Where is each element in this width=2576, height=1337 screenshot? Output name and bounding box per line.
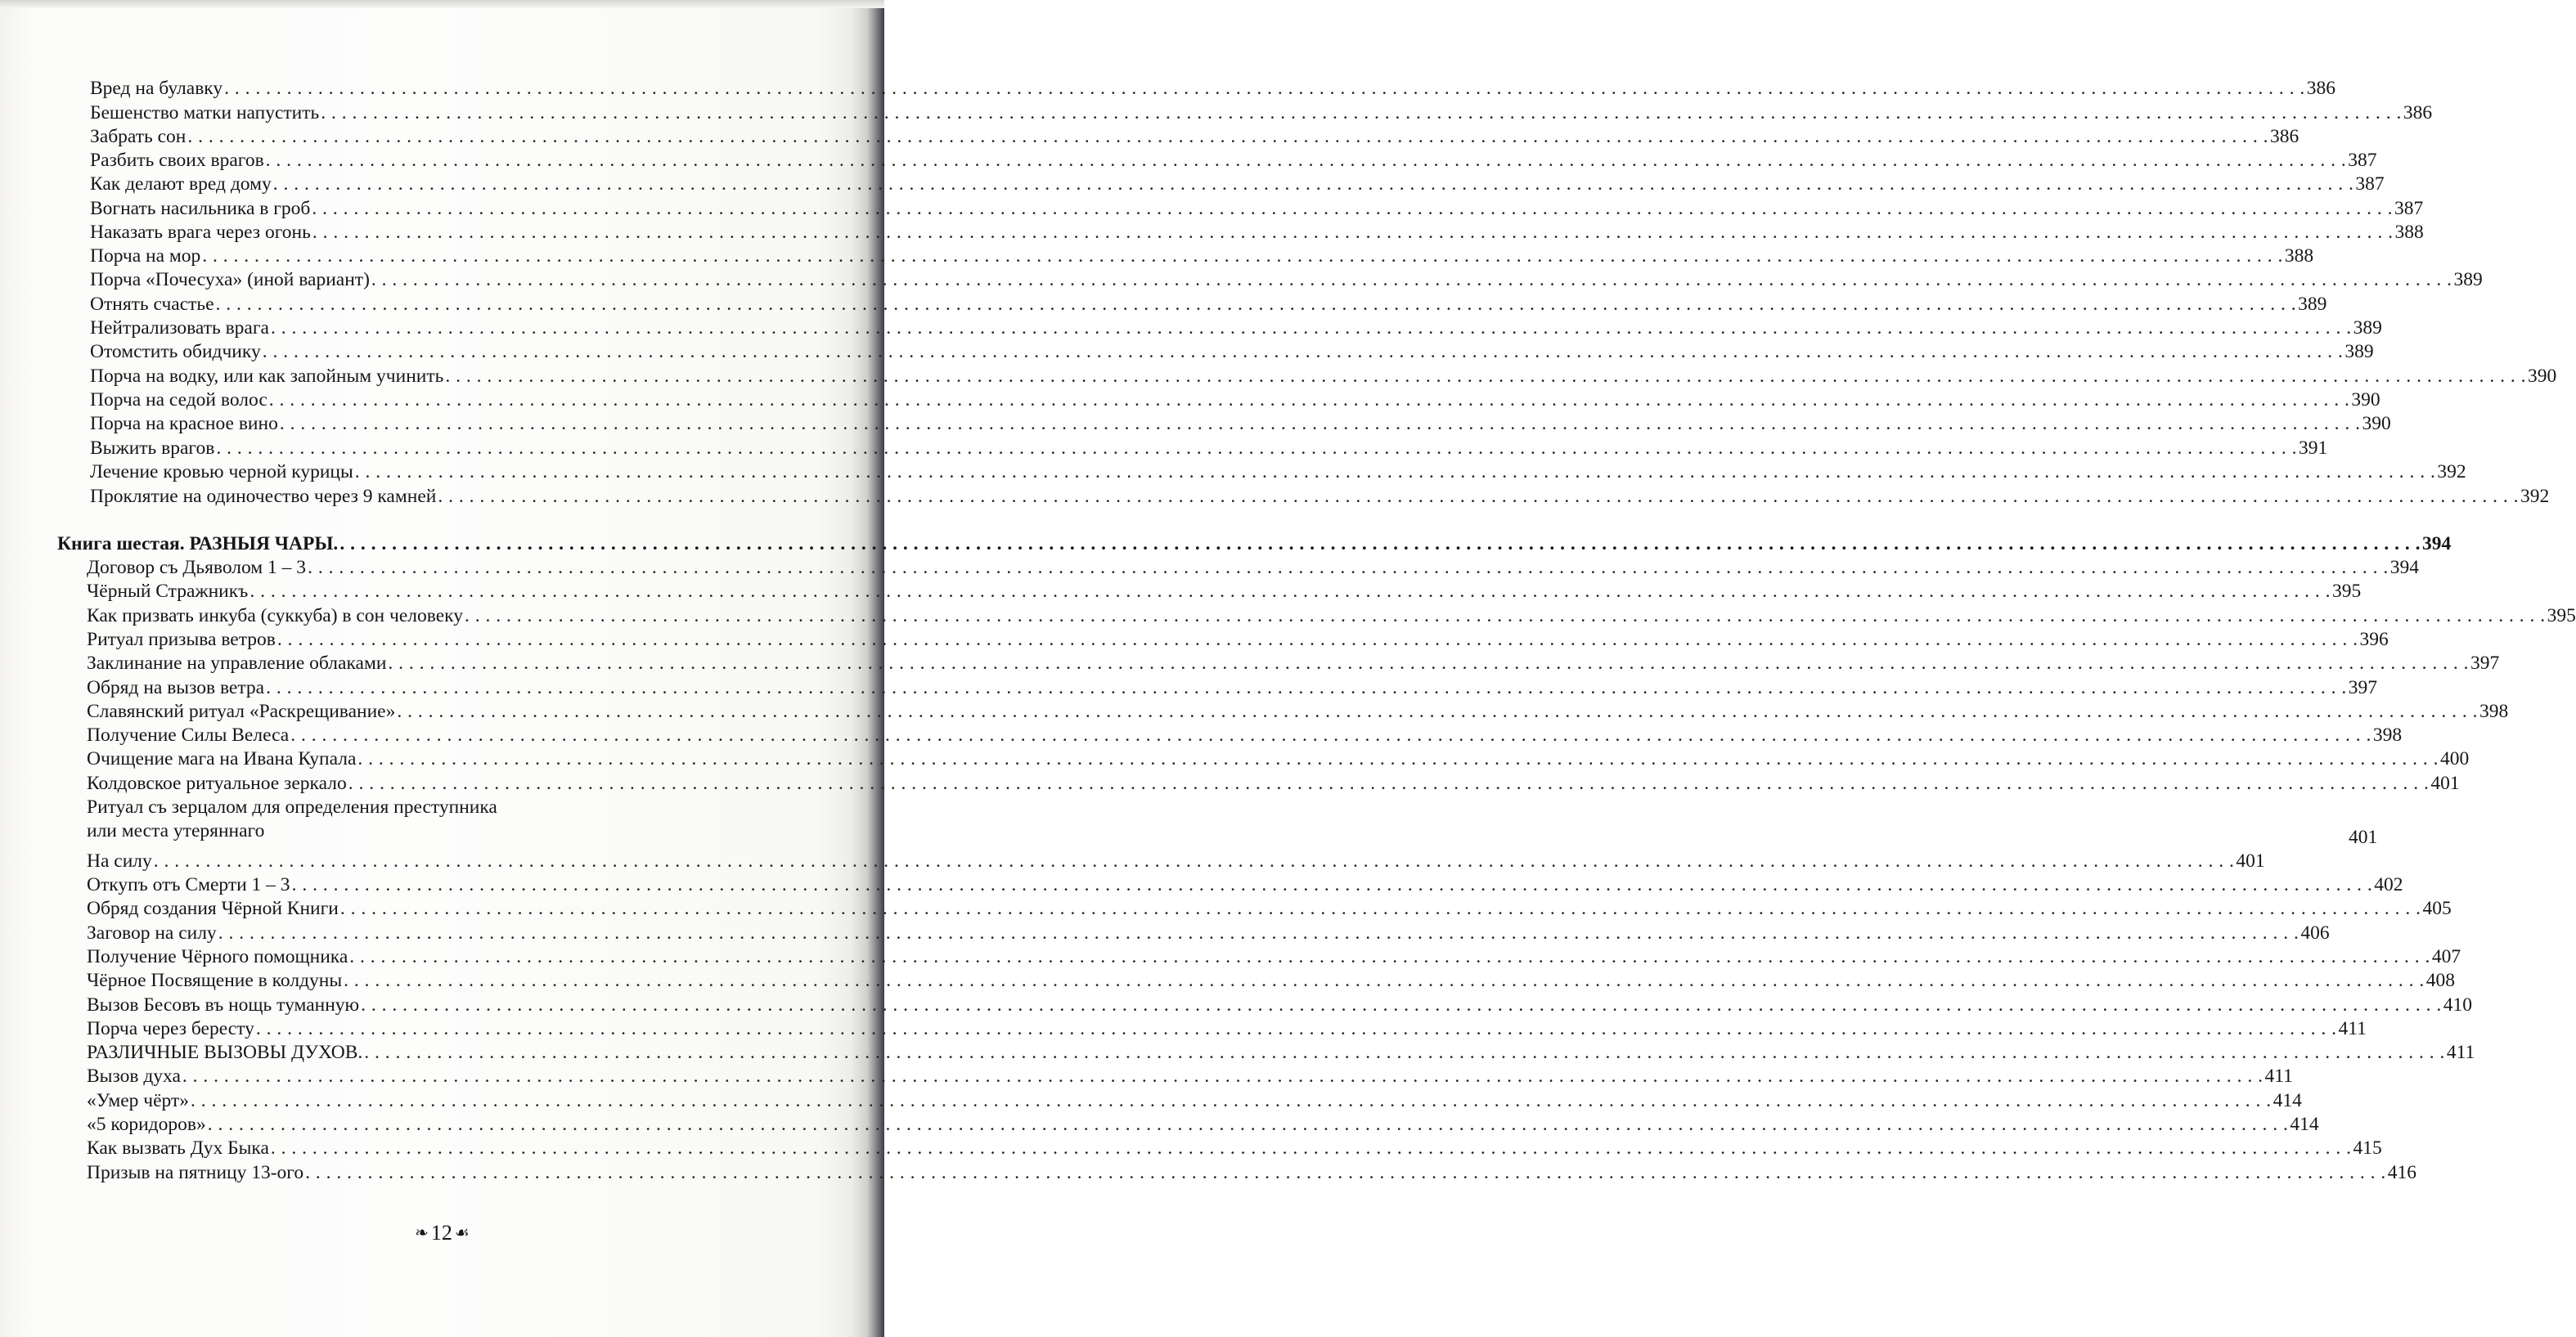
page-footer bbox=[0, 1218, 884, 1246]
toc-entry-page: 411 bbox=[2338, 1018, 2367, 1039]
toc-entry-title: Выжить врагов bbox=[90, 437, 215, 459]
toc-entry bbox=[90, 172, 2385, 196]
dot-leader: . . . . . . . . . . . . . . . . . . . . . . . . . . . . . . . . . . . . . . . . . . . . . . . . . . . . . . . . . . . . . . . . . . . . . . . . . . . . . . . . . . . . . . . . . . . . . . . . . . . . . . . . . . . . . . . . . . . . . . . . . . . . . . . . . . . . . . . . . . . . . . . . . . . . . . . . . . . . . . . . . . . . . . . . . . . . . . . . . . . . . . . . . . . . . . . . . . . . . . . . bbox=[190, 1090, 2272, 1111]
toc-entry-title: Обряд создания Чёрной Книги bbox=[87, 898, 339, 919]
dot-leader: . . . . . . . . . . . . . . . . . . . . . . . . . . . . . . . . . . . . . . . . . . . . . . . . . . . . . . . . . . . . . . . . . . . . . . . . . . . . . . . . . . . . . . . . . . . . . . . . . . . . . . . . . . . . . . . . . . . . . . . . . . . . . . . . . . . . . . . . . . . . . . . . . . . . . . . . . . . . . . . . . . . . . . . . . . . . . . . . . . . . . . . . . . . . . . . . . . . . . . . . bbox=[215, 294, 2297, 315]
toc-entry bbox=[87, 993, 2472, 1017]
toc-entry-page: 392 bbox=[2437, 461, 2466, 482]
toc-entry bbox=[87, 873, 2403, 897]
page-number: 12 bbox=[430, 1221, 452, 1245]
toc-entry-page: 390 bbox=[2362, 413, 2391, 434]
toc-entry-page: 387 bbox=[2394, 198, 2424, 219]
toc-entry-title: Наказать врага через огонь bbox=[90, 222, 311, 243]
toc-entry-title: Бешенство матки напустить bbox=[90, 102, 320, 123]
toc-entry-title: Лечение кровью черной курицы bbox=[90, 461, 353, 482]
toc-entry-title: Ритуал призыва ветров bbox=[87, 629, 276, 650]
toc-entry bbox=[87, 896, 2452, 921]
toc-entry-wrapped-first-line bbox=[87, 795, 793, 819]
toc-entry-page: 416 bbox=[2387, 1162, 2416, 1183]
toc-entry bbox=[90, 196, 2424, 221]
dot-leader: . . . . . . . . . . . . . . . . . . . . . . . . . . . . . . . . . . . . . . . . . . . . . . . . . . . . . . . . . . . . . . . . . . . . . . . . . . . . . . . . . . . . . . . . . . . . . . . . . . . . . . . . . . . . . . . . . . . . . . . . . . . . . . . . . . . . . . . . . . . . . . . . . . . . . . . . . . . . . . . . . . . . . . . . . . . . . . . . . . . . . . . . . . . . . . . . . . . . . . . . bbox=[445, 366, 2526, 387]
dot-leader: . . . . . . . . . . . . . . . . . . . . . . . . . . . . . . . . . . . . . . . . . . . . . . . . . . . . . . . . . . . . . . . . . . . . . . . . . . . . . . . . . . . . . . . . . . . . . . . . . . . . . . . . . . . . . . . . . . . . . . . . . . . . . . . . . . . . . . . . . . . . . . . . . . . . . . . . . . . . . . . . . . . . . . . . . . . . . . . . . . . . . . . . . . . . . . . . . . . . . . . . bbox=[354, 461, 2436, 482]
toc-entry bbox=[87, 1112, 2319, 1137]
toc-entry-title: Откупъ отъ Смерти 1 – 3 bbox=[87, 874, 290, 895]
toc-entry-page: 401 bbox=[2236, 850, 2265, 872]
toc-entry bbox=[87, 675, 2377, 700]
dot-leader: . . . . . . . . . . . . . . . . . . . . . . . . . . . . . . . . . . . . . . . . . . . . . . . . . . . . . . . . . . . . . . . . . . . . . . . . . . . . . . . . . . . . . . . . . . . . . . . . . . . . . . . . . . . . . . . . . . . . . . . . . . . . . . . . . . . . . . . . . . . . . . . . . . . . . . . . . . . . . . . . . . . . . . . . . . . . . . . . . . . . . . . . . . . . . . . . . . . . . . . . bbox=[308, 557, 2389, 578]
toc-entry bbox=[87, 555, 2419, 580]
dot-leader: . . . . . . . . . . . . . . . . . . . . . . . . . . . . . . . . . . . . . . . . . . . . . . . . . . . . . . . . . . . . . . . . . . . . . . . . . . . . . . . . . . . . . . . . . . . . . . . . . . . . . . . . . . . . . . . . . . . . . . . . . . . . . . . . . . . . . . . . . . . . . . . . . . . . . . . . . . . . . . . . . . . . . . . . . . . . . . . . . . . . . . . . . . . . . . . . . . . . . . . . bbox=[187, 126, 2268, 147]
toc-entry-title: Ритуал съ зерцалом для определения преступника bbox=[87, 796, 497, 818]
toc-entry-page: 389 bbox=[2353, 317, 2382, 339]
toc-entry-page: 410 bbox=[2443, 994, 2472, 1016]
dot-leader: . . . . . . . . . . . . . . . . . . . . . . . . . . . . . . . . . . . . . . . . . . . . . . . . . . . . . . . . . . . . . . . . . . . . . . . . . . . . . . . . . . . . . . . . . . . . . . . . . . . . . . . . . . . . . . . . . . . . . . . . . . . . . . . . . . . . . . . . . . . . . . . . . . . . . . . . . . . . . . . . . . . . . . . . . . . . . . . . . . . . . . . . . . . . . . . . . . . . . . . . bbox=[290, 725, 2371, 746]
toc-entry-page: 395 bbox=[2547, 605, 2576, 626]
toc-entry-page: 388 bbox=[2284, 245, 2314, 267]
toc-entry-title: Получение Силы Велеса bbox=[87, 725, 290, 746]
toc-entry-page: 402 bbox=[2374, 874, 2403, 895]
toc-entry bbox=[90, 76, 2335, 101]
toc-entry-page: 389 bbox=[2344, 341, 2374, 362]
toc-entry-title: Как вызвать Дух Быка bbox=[87, 1137, 269, 1159]
toc-entry-page: 411 bbox=[2446, 1042, 2475, 1063]
dot-leader: . . . . . . . . . . . . . . . . . . . . . . . . . . . . . . . . . . . . . . . . . . . . . . . . . . . . . . . . . . . . . . . . . . . . . . . . . . . . . . . . . . . . . . . . . . . . . . . . . . . . . . . . . . . . . . . . . . . . . . . . . . . . . . . . . . . . . . . . . . . . . . . . . . . . . . . . . . . . . . . . . . . . . . . . . . . . . . . . . . . . . . . . . . . . . . . . . . . . . . . . bbox=[216, 437, 2297, 459]
toc-entry bbox=[87, 723, 2403, 747]
toc-entry bbox=[87, 1088, 2302, 1113]
toc-entry-page: 405 bbox=[2422, 898, 2452, 919]
toc-entry-page: 389 bbox=[2298, 294, 2327, 315]
toc-entry-title: РАЗЛИЧНЫЕ ВЫЗОВЫ ДУХОВ. bbox=[87, 1042, 363, 1063]
toc-entry bbox=[90, 124, 2300, 149]
toc-entry bbox=[87, 651, 2500, 675]
dot-leader: . . . . . . . . . . . . . . . . . . . . . . . . . . . . . . . . . . . . . . . . . . . . . . . . . . . . . . . . . . . . . . . . . . . . . . . . . . . . . . . . . . . . . . . . . . . . . . . . . . . . . . . . . . . . . . . . . . . . . . . . . . . . . . . . . . . . . . . . . . . . . . . . . . . . . . . . . . . . . . . . . . . . . . . . . . . . . . . . . . . . . . . . . . . . . . . . . . . . . . . . bbox=[349, 946, 2430, 967]
toc-entry-title: Призыв на пятницу 13-ого bbox=[87, 1162, 304, 1183]
chapter-title: Книга шестая. РАЗНЫЯ ЧАРЫ. bbox=[57, 533, 339, 554]
toc-entry-page: 396 bbox=[2359, 629, 2389, 650]
dot-leader: . . . . . . . . . . . . . . . . . . . . . . . . . . . . . . . . . . . . . . . . . . . . . . . . . . . . . . . . . . . . . . . . . . . . . . . . . . . . . . . . . . . . . . . . . . . . . . . . . . . . . . . . . . . . . . . . . . . . . . . . . . . . . . . . . . . . . . . . . . . . . . . . . . . . . . . . . . . . . . . . . . . . . . . . . . . . . . . . . . . . . . . . . . . . . . . . . . . . . . . . bbox=[270, 1137, 2352, 1159]
chapter-heading bbox=[57, 532, 2452, 556]
toc-entry-page: 390 bbox=[2351, 389, 2380, 411]
toc-entry-title: Получение Чёрного помощника bbox=[87, 946, 348, 967]
dot-leader: . . . . . . . . . . . . . . . . . . . . . . . . . . . . . . . . . . . . . . . . . . . . . . . . . . . . . . . . . . . . . . . . . . . . . . . . . . . . . . . . . . . . . . . . . . . . . . . . . . . . . . . . . . . . . . . . . . . . . . . . . . . . . . . . . . . . . . . . . . . . . . . . . . . . . . . . . . . . . . . . . . . . . . . . . . . . . . . . . . . . . . . . . . . . . . . . . . . . . . . . bbox=[388, 653, 2470, 674]
toc-entry-title: Очищение мага на Ивана Купала bbox=[87, 748, 357, 769]
toc-entry bbox=[90, 220, 2424, 245]
dot-leader: . . . . . . . . . . . . . . . . . . . . . . . . . . . . . . . . . . . . . . . . . . . . . . . . . . . . . . . . . . . . . . . . . . . . . . . . . . . . . . . . . . . . . . . . . . . . . . . . . . . . . . . . . . . . . . . . . . . . . . . . . . . . . . . . . . . . . . . . . . . . . . . . . . . . . . . . . . . . . . . . . . . . . . . . . . . . . . . . . . . . . . . . . . . . . . . . . . . . . . . . bbox=[364, 1042, 2445, 1063]
dot-leader: . . . . . . . . . . . . . . . . . . . . . . . . . . . . . . . . . . . . . . . . . . . . . . . . . . . . . . . . . . . . . . . . . . . . . . . . . . . . . . . . . . . . . . . . . . . . . . . . . . . . . . . . . . . . . . . . . . . . . . . . . . . . . . . . . . . . . . . . . . . . . . . . . . . . . . . . . . . . . . . . . . . . . . . . . . . . . . . . . . . . . . . . . . . . . . . . . . . . . . . . bbox=[339, 533, 2421, 554]
toc-entry bbox=[87, 1016, 2367, 1041]
dot-leader: . . . . . . . . . . . . . . . . . . . . . . . . . . . . . . . . . . . . . . . . . . . . . . . . . . . . . . . . . . . . . . . . . . . . . . . . . . . . . . . . . . . . . . . . . . . . . . . . . . . . . . . . . . . . . . . . . . . . . . . . . . . . . . . . . . . . . . . . . . . . . . . . . . . . . . . . . . . . . . . . . . . . . . . . . . . . . . . . . . . . . . . . . . . . . . . . . . . . . . . . bbox=[224, 78, 2305, 99]
dot-leader: . . . . . . . . . . . . . . . . . . . . . . . . . . . . . . . . . . . . . . . . . . . . . . . . . . . . . . . . . . . . . . . . . . . . . . . . . . . . . . . . . . . . . . . . . . . . . . . . . . . . . . . . . . . . . . . . . . . . . . . . . . . . . . . . . . . . . . . . . . . . . . . . . . . . . . . . . . . . . . . . . . . . . . . . . . . . . . . . . . . . . . . . . . . . . . . . . . . . . . . . bbox=[268, 389, 2350, 411]
toc-entry-page: 400 bbox=[2440, 748, 2470, 769]
toc-entry bbox=[87, 1160, 2416, 1185]
toc-entry-title: Вызов духа bbox=[87, 1066, 181, 1087]
toc-entry-page: 401 bbox=[2430, 773, 2460, 794]
dot-leader: . . . . . . . . . . . . . . . . . . . . . . . . . . . . . . . . . . . . . . . . . . . . . . . . . . . . . . . . . . . . . . . . . . . . . . . . . . . . . . . . . . . . . . . . . . . . . . . . . . . . . . . . . . . . . . . . . . . . . . . . . . . . . . . . . . . . . . . . . . . . . . . . . . . . . . . . . . . . . . . . . . . . . . . . . . . . . . . . . . . . . . . . . . . . . . . . . . . . . . . . bbox=[344, 970, 2425, 991]
toc-entry-page: 386 bbox=[2269, 126, 2300, 147]
chapter-page: 394 bbox=[2421, 533, 2452, 554]
toc-entry-wrapped-second-line bbox=[87, 819, 2378, 848]
toc-entry bbox=[90, 484, 2550, 509]
toc-entry-title: Нейтрализовать врага bbox=[90, 317, 269, 339]
toc-entry-page: 387 bbox=[2348, 150, 2377, 171]
toc-entry bbox=[87, 603, 2576, 628]
toc-entry bbox=[90, 267, 2483, 292]
toc-entry-page: 386 bbox=[2403, 102, 2433, 123]
toc-entry-title: Договор съ Дьяволом 1 – 3 bbox=[87, 557, 307, 578]
dot-leader: . . . . . . . . . . . . . . . . . . . . . . . . . . . . . . . . . . . . . . . . . . . . . . . . . . . . . . . . . . . . . . . . . . . . . . . . . . . . . . . . . . . . . . . . . . . . . . . . . . . . . . . . . . . . . . . . . . . . . . . . . . . . . . . . . . . . . . . . . . . . . . . . . . . . . . . . . . . . . . . . . . . . . . . . . . . . . . . . . . . . . . . . . . . . . . . . . . . . . . . . bbox=[361, 994, 2442, 1016]
toc-entry-page: 411 bbox=[2264, 1066, 2293, 1087]
toc-entry-title: Забрать сон bbox=[90, 126, 187, 147]
toc-entry-title: Проклятие на одиночество через 9 камней bbox=[90, 486, 437, 507]
toc-entry-page: 387 bbox=[2355, 173, 2385, 195]
dot-leader: . . . . . . . . . . . . . . . . . . . . . . . . . . . . . . . . . . . . . . . . . . . . . . . . . . . . . . . . . . . . . . . . . . . . . . . . . . . . . . . . . . . . . . . . . . . . . . . . . . . . . . . . . . . . . . . . . . . . . . . . . . . . . . . . . . . . . . . . . . . . . . . . . . . . . . . . . . . . . . . . . . . . . . . . . . . . . . . . . . . . . . . . . . . . . . . . . . . . . . . . bbox=[291, 874, 2373, 895]
dot-leader: . . . . . . . . . . . . . . . . . . . . . . . . . . . . . . . . . . . . . . . . . . . . . . . . . . . . . . . . . . . . . . . . . . . . . . . . . . . . . . . . . . . . . . . . . . . . . . . . . . . . . . . . . . . . . . . . . . . . . . . . . . . . . . . . . . . . . . . . . . . . . . . . . . . . . . . . . . . . . . . . . . . . . . . . . . . . . . . . . . . . . . . . . . . . . . . . . . . . . . . . bbox=[276, 629, 2358, 650]
dot-leader: . . . . . . . . . . . . . . . . . . . . . . . . . . . . . . . . . . . . . . . . . . . . . . . . . . . . . . . . . . . . . . . . . . . . . . . . . . . . . . . . . . . . . . . . . . . . . . . . . . . . . . . . . . . . . . . . . . . . . . . . . . . . . . . . . . . . . . . . . . . . . . . . . . . . . . . . . . . . . . . . . . . . . . . . . . . . . . . . . . . . . . . . . . . . . . . . . . . . . . . . bbox=[312, 222, 2394, 243]
dot-leader: . . . . . . . . . . . . . . . . . . . . . . . . . . . . . . . . . . . . . . . . . . . . . . . . . . . . . . . . . . . . . . . . . . . . . . . . . . . . . . . . . . . . . . . . . . . . . . . . . . . . . . . . . . . . . . . . . . . . . . . . . . . . . . . . . . . . . . . . . . . . . . . . . . . . . . . . . . . . . . . . . . . . . . . . . . . . . . . . . . . . . . . . . . . . . . . . . . . . . . . . bbox=[265, 150, 2347, 171]
toc-entry bbox=[87, 849, 2265, 873]
toc-entry bbox=[90, 292, 2327, 316]
toc-entry-page: 391 bbox=[2298, 437, 2328, 459]
toc-entry bbox=[90, 316, 2382, 340]
dot-leader: . . . . . . . . . . . . . . . . . . . . . . . . . . . . . . . . . . . . . . . . . . . . . . . . . . . . . . . . . . . . . . . . . . . . . . . . . . . . . . . . . . . . . . . . . . . . . . . . . . . . . . . . . . . . . . . . . . . . . . . . . . . . . . . . . . . . . . . . . . . . . . . . . . . . . . . . . . . . . . . . . . . . . . . . . . . . . . . . . . . . . . . . . . . . . . . . . . . . . . . . bbox=[371, 269, 2452, 290]
toc-entry bbox=[87, 627, 2389, 652]
toc-entry-page: 406 bbox=[2300, 922, 2330, 944]
toc-entry-title: Как делают вред дому bbox=[90, 173, 272, 195]
toc-entry-title: Порча на красное вино bbox=[90, 413, 278, 434]
toc-entry-title: Как призвать инкуба (суккуба) в сон человеку bbox=[87, 605, 463, 626]
toc-entry-title: Вред на булавку bbox=[90, 78, 223, 99]
toc-entry bbox=[87, 944, 2461, 969]
toc-entry-title: Разбить своих врагов bbox=[90, 150, 264, 171]
toc-entry-title: Вогнать насильника в гроб bbox=[90, 198, 311, 219]
toc-entry-title: Чёрный Стражникъ bbox=[87, 581, 249, 602]
toc-entry-title: «5 коридоров» bbox=[87, 1114, 206, 1135]
dot-leader: . . . . . . . . . . . . . . . . . . . . . . . . . . . . . . . . . . . . . . . . . . . . . . . . . . . . . . . . . . . . . . . . . . . . . . . . . . . . . . . . . . . . . . . . . . . . . . . . . . . . . . . . . . . . . . . . . . . . . . . . . . . . . . . . . . . . . . . . . . . . . . . . . . . . . . . . . . . . . . . . . . . . . . . . . . . . . . . . . . . . . . . . . . . . . . . . . . . . . . . . bbox=[279, 413, 2361, 434]
toc-entry-title: Отомстить обидчику bbox=[90, 341, 261, 362]
toc-entry-page: 398 bbox=[2479, 701, 2509, 722]
toc-entry-page: 392 bbox=[2520, 486, 2550, 507]
toc-entry bbox=[90, 101, 2433, 125]
toc-entry-page: 414 bbox=[2273, 1090, 2302, 1111]
toc-entry-page: 408 bbox=[2425, 970, 2455, 991]
toc-entry-page: 397 bbox=[2348, 677, 2377, 698]
toc-entry-title: Чёрное Посвящение в колдуны bbox=[87, 970, 343, 991]
toc-entry bbox=[87, 771, 2460, 796]
toc-entry-page: 407 bbox=[2431, 946, 2461, 967]
toc-entry bbox=[87, 747, 2470, 771]
toc-entry-page: 389 bbox=[2453, 269, 2483, 290]
toc-entry-title: Колдовское ритуальное зеркало bbox=[87, 773, 347, 794]
dot-leader: . . . . . . . . . . . . . . . . . . . . . . . . . . . . . . . . . . . . . . . . . . . . . . . . . . . . . . . . . . . . . . . . . . . . . . . . . . . . . . . . . . . . . . . . . . . . . . . . . . . . . . . . . . . . . . . . . . . . . . . . . . . . . . . . . . . . . . . . . . . . . . . . . . . . . . . . . . . . . . . . . . . . . . . . . . . . . . . . . . . . . . . . . . . . . . . . . . . . . . . . bbox=[397, 701, 2478, 722]
toc-entry bbox=[87, 1064, 2293, 1088]
toc-entry-page: 388 bbox=[2394, 222, 2424, 243]
dot-leader: . . . . . . . . . . . . . . . . . . . . . . . . . . . . . . . . . . . . . . . . . . . . . . . . . . . . . . . . . . . . . . . . . . . . . . . . . . . . . . . . . . . . . . . . . . . . . . . . . . . . . . . . . . . . . . . . . . . . . . . . . . . . . . . . . . . . . . . . . . . . . . . . . . . . . . . . . . . . . . . . . . . . . . . . . . . . . . . . . . . . . . . . . . . . . . . . . . . . . . . . bbox=[218, 922, 2300, 944]
dot-leader: . . . . . . . . . . . . . . . . . . . . . . . . . . . . . . . . . . . . . . . . . . . . . . . . . . . . . . . . . . . . . . . . . . . . . . . . . . . . . . . . . . . . . . . . . . . . . . . . . . . . . . . . . . . . . . . . . . . . . . . . . . . . . . . . . . . . . . . . . . . . . . . . . . . . . . . . . . . . . . . . . . . . . . . . . . . . . . . . . . . . . . . . . . . . . . . . . . . . . . . . bbox=[321, 102, 2402, 123]
toc-entry bbox=[90, 411, 2391, 436]
toc-entry-page: 394 bbox=[2389, 557, 2419, 578]
toc-entry-title: Порча через бересту bbox=[87, 1018, 254, 1039]
dot-leader: . . . . . . . . . . . . . . . . . . . . . . . . . . . . . . . . . . . . . . . . . . . . . . . . . . . . . . . . . . . . . . . . . . . . . . . . . . . . . . . . . . . . . . . . . . . . . . . . . . . . . . . . . . . . . . . . . . . . . . . . . . . . . . . . . . . . . . . . . . . . . . . . . . . . . . . . . . . . . . . . . . . . . . . . . . . . . . . . . . . . . . . . . . . . . . . . . . . . . . . . bbox=[305, 1162, 2386, 1183]
dot-leader: . . . . . . . . . . . . . . . . . . . . . . . . . . . . . . . . . . . . . . . . . . . . . . . . . . . . . . . . . . . . . . . . . . . . . . . . . . . . . . . . . . . . . . . . . . . . . . . . . . . . . . . . . . . . . . . . . . . . . . . . . . . . . . . . . . . . . . . . . . . . . . . . . . . . . . . . . . . . . . . . . . . . . . . . . . . . . . . . . . . . . . . . . . . . . . . . . . . . . . . . bbox=[339, 898, 2421, 919]
toc-entry bbox=[90, 244, 2314, 268]
toc-entry-title: Порча на седой волос bbox=[90, 389, 267, 411]
dot-leader: . . . . . . . . . . . . . . . . . . . . . . . . . . . . . . . . . . . . . . . . . . . . . . . . . . . . . . . . . . . . . . . . . . . . . . . . . . . . . . . . . . . . . . . . . . . . . . . . . . . . . . . . . . . . . . . . . . . . . . . . . . . . . . . . . . . . . . . . . . . . . . . . . . . . . . . . . . . . . . . . . . . . . . . . . . . . . . . . . . . . . . . . . . . . . . . . . . . . . . . . bbox=[255, 1018, 2337, 1039]
toc-entry bbox=[90, 436, 2328, 460]
dot-leader: . . . . . . . . . . . . . . . . . . . . . . . . . . . . . . . . . . . . . . . . . . . . . . . . . . . . . . . . . . . . . . . . . . . . . . . . . . . . . . . . . . . . . . . . . . . . . . . . . . . . . . . . . . . . . . . . . . . . . . . . . . . . . . . . . . . . . . . . . . . . . . . . . . . . . . . . . . . . . . . . . . . . . . . . . . . . . . . . . . . . . . . . . . . . . . . . . . . . . . . . bbox=[348, 773, 2430, 794]
dot-leader: . . . . . . . . . . . . . . . . . . . . . . . . . . . . . . . . . . . . . . . . . . . . . . . . . . . . . . . . . . . . . . . . . . . . . . . . . . . . . . . . . . . . . . . . . . . . . . . . . . . . . . . . . . . . . . . . . . . . . . . . . . . . . . . . . . . . . . . . . . . . . . . . . . . . . . . . . . . . . . . . . . . . . . . . . . . . . . . . . . . . . . . . . . . . . . . . . . . . . . . . bbox=[202, 245, 2283, 267]
toc-entry bbox=[90, 364, 2557, 388]
dot-leader: . . . . . . . . . . . . . . . . . . . . . . . . . . . . . . . . . . . . . . . . . . . . . . . . . . . . . . . . . . . . . . . . . . . . . . . . . . . . . . . . . . . . . . . . . . . . . . . . . . . . . . . . . . . . . . . . . . . . . . . . . . . . . . . . . . . . . . . . . . . . . . . . . . . . . . . . . . . . . . . . . . . . . . . . . . . . . . . . . . . . . . . . . . . . . . . . . . . . . . . . bbox=[207, 1114, 2289, 1135]
dot-leader: . . . . . . . . . . . . . . . . . . . . . . . . . . . . . . . . . . . . . . . . . . . . . . . . . . . . . . . . . . . . . . . . . . . . . . . . . . . . . . . . . . . . . . . . . . . . . . . . . . . . . . . . . . . . . . . . . . . . . . . . . . . . . . . . . . . . . . . . . . . . . . . . . . . . . . . . . . . . . . . . . . . . . . . . . . . . . . . . . . . . . . . . . . . . . . . . . . . . . . . . bbox=[464, 605, 2546, 626]
toc-entry-page: 395 bbox=[2331, 581, 2362, 602]
toc-entry bbox=[87, 579, 2362, 603]
dot-leader: . . . . . . . . . . . . . . . . . . . . . . . . . . . . . . . . . . . . . . . . . . . . . . . . . . . . . . . . . . . . . . . . . . . . . . . . . . . . . . . . . . . . . . . . . . . . . . . . . . . . . . . . . . . . . . . . . . . . . . . . . . . . . . . . . . . . . . . . . . . . . . . . . . . . . . . . . . . . . . . . . . . . . . . . . . . . . . . . . . . . . . . . . . . . . . . . . . . . . . . . bbox=[438, 486, 2519, 507]
dot-leader: . . . . . . . . . . . . . . . . . . . . . . . . . . . . . . . . . . . . . . . . . . . . . . . . . . . . . . . . . . . . . . . . . . . . . . . . . . . . . . . . . . . . . . . . . . . . . . . . . . . . . . . . . . . . . . . . . . . . . . . . . . . . . . . . . . . . . . . . . . . . . . . . . . . . . . . . . . . . . . . . . . . . . . . . . . . . . . . . . . . . . . . . . . . . . . . . . . . . . . . . bbox=[250, 581, 2331, 602]
dot-leader: . . . . . . . . . . . . . . . . . . . . . . . . . . . . . . . . . . . . . . . . . . . . . . . . . . . . . . . . . . . . . . . . . . . . . . . . . . . . . . . . . . . . . . . . . . . . . . . . . . . . . . . . . . . . . . . . . . . . . . . . . . . . . . . . . . . . . . . . . . . . . . . . . . . . . . . . . . . . . . . . . . . . . . . . . . . . . . . . . . . . . . . . . . . . . . . . . . . . . . . . bbox=[270, 317, 2352, 339]
dot-leader: . . . . . . . . . . . . . . . . . . . . . . . . . . . . . . . . . . . . . . . . . . . . . . . . . . . . . . . . . . . . . . . . . . . . . . . . . . . . . . . . . . . . . . . . . . . . . . . . . . . . . . . . . . . . . . . . . . . . . . . . . . . . . . . . . . . . . . . . . . . . . . . . . . . . . . . . . . . . . . . . . . . . . . . . . . . . . . . . . . . . . . . . . . . . . . . . . . . . . . . . bbox=[182, 1066, 2264, 1087]
toc-entry-title: «Умер чёрт» bbox=[87, 1090, 189, 1111]
toc-entry-page: 401 bbox=[2348, 827, 2378, 848]
dot-leader: . . . . . . . . . . . . . . . . . . . . . . . . . . . . . . . . . . . . . . . . . . . . . . . . . . . . . . . . . . . . . . . . . . . . . . . . . . . . . . . . . . . . . . . . . . . . . . . . . . . . . . . . . . . . . . . . . . . . . . . . . . . . . . . . . . . . . . . . . . . . . . . . . . . . . . . . . . . . . . . . . . . . . . . . . . . . . . . . . . . . . . . . . . . . . . . . . . . . . . . . bbox=[272, 173, 2354, 195]
toc-entry-page: 390 bbox=[2527, 366, 2557, 387]
toc-entry-title: Порча на водку, или как запойным учинить bbox=[90, 366, 444, 387]
ornament-left-icon: ❧ bbox=[415, 1224, 429, 1243]
toc-entry bbox=[87, 921, 2330, 945]
dot-leader: . . . . . . . . . . . . . . . . . . . . . . . . . . . . . . . . . . . . . . . . . . . . . . . . . . . . . . . . . . . . . . . . . . . . . . . . . . . . . . . . . . . . . . . . . . . . . . . . . . . . . . . . . . . . . . . . . . . . . . . . . . . . . . . . . . . . . . . . . . . . . . . . . . . . . . . . . . . . . . . . . . . . . . . . . . . . . . . . . . . . . . . . . . . . . . . . . . . . . . . . bbox=[153, 850, 2235, 872]
toc-entry bbox=[90, 339, 2374, 364]
toc-entry-title: Порча «Почесуха» (иной вариант) bbox=[90, 269, 370, 290]
toc-entry-page: 414 bbox=[2290, 1114, 2319, 1135]
toc-entry-title: Славянский ритуал «Раскрещивание» bbox=[87, 701, 396, 722]
toc-entry-page: 386 bbox=[2306, 78, 2335, 99]
toc-entry-title: Вызов Бесовъ въ нощь туманную bbox=[87, 994, 360, 1016]
toc-entry-page: 397 bbox=[2470, 653, 2500, 674]
dot-leader: . . . . . . . . . . . . . . . . . . . . . . . . . . . . . . . . . . . . . . . . . . . . . . . . . . . . . . . . . . . . . . . . . . . . . . . . . . . . . . . . . . . . . . . . . . . . . . . . . . . . . . . . . . . . . . . . . . . . . . . . . . . . . . . . . . . . . . . . . . . . . . . . . . . . . . . . . . . . . . . . . . . . . . . . . . . . . . . . . . . . . . . . . . . . . . . . . . . . . . . . bbox=[312, 198, 2393, 219]
toc-entry bbox=[90, 388, 2380, 412]
dot-leader: . . . . . . . . . . . . . . . . . . . . . . . . . . . . . . . . . . . . . . . . . . . . . . . . . . . . . . . . . . . . . . . . . . . . . . . . . . . . . . . . . . . . . . . . . . . . . . . . . . . . . . . . . . . . . . . . . . . . . . . . . . . . . . . . . . . . . . . . . . . . . . . . . . . . . . . . . . . . . . . . . . . . . . . . . . . . . . . . . . . . . . . . . . . . . . . . . . . . . . . . bbox=[262, 341, 2344, 362]
toc-entry-page: 398 bbox=[2372, 725, 2403, 746]
toc-entry-title: Порча на мор bbox=[90, 245, 201, 267]
dot-leader: . . . . . . . . . . . . . . . . . . . . . . . . . . . . . . . . . . . . . . . . . . . . . . . . . . . . . . . . . . . . . . . . . . . . . . . . . . . . . . . . . . . . . . . . . . . . . . . . . . . . . . . . . . . . . . . . . . . . . . . . . . . . . . . . . . . . . . . . . . . . . . . . . . . . . . . . . . . . . . . . . . . . . . . . . . . . . . . . . . . . . . . . . . . . . . . . . . . . . . . . bbox=[357, 748, 2439, 769]
toc-entry bbox=[87, 699, 2509, 724]
toc-entry-title-continuation: или места утеряннаго bbox=[87, 820, 265, 841]
toc-entry bbox=[87, 968, 2455, 993]
toc-entry-title: Обряд на вызов ветра bbox=[87, 677, 265, 698]
toc-entry-title: На силу bbox=[87, 850, 152, 872]
toc-entry bbox=[90, 148, 2377, 173]
toc-entry-title: Заклинание на управление облаками bbox=[87, 653, 387, 674]
toc-entry-page: 415 bbox=[2353, 1137, 2382, 1159]
toc-entry-title: Заговор на силу bbox=[87, 922, 217, 944]
toc-entry bbox=[87, 1040, 2475, 1065]
ornament-right-icon: ☙ bbox=[454, 1224, 470, 1243]
toc-entry bbox=[87, 1136, 2382, 1160]
dot-leader: . . . . . . . . . . . . . . . . . . . . . . . . . . . . . . . . . . . . . . . . . . . . . . . . . . . . . . . . . . . . . . . . . . . . . . . . . . . . . . . . . . . . . . . . . . . . . . . . . . . . . . . . . . . . . . . . . . . . . . . . . . . . . . . . . . . . . . . . . . . . . . . . . . . . . . . . . . . . . . . . . . . . . . . . . . . . . . . . . . . . . . . . . . . . . . . . . . . . . . . . bbox=[266, 677, 2347, 698]
toc-entry bbox=[90, 460, 2466, 484]
toc-entry-title: Отнять счастье bbox=[90, 294, 214, 315]
